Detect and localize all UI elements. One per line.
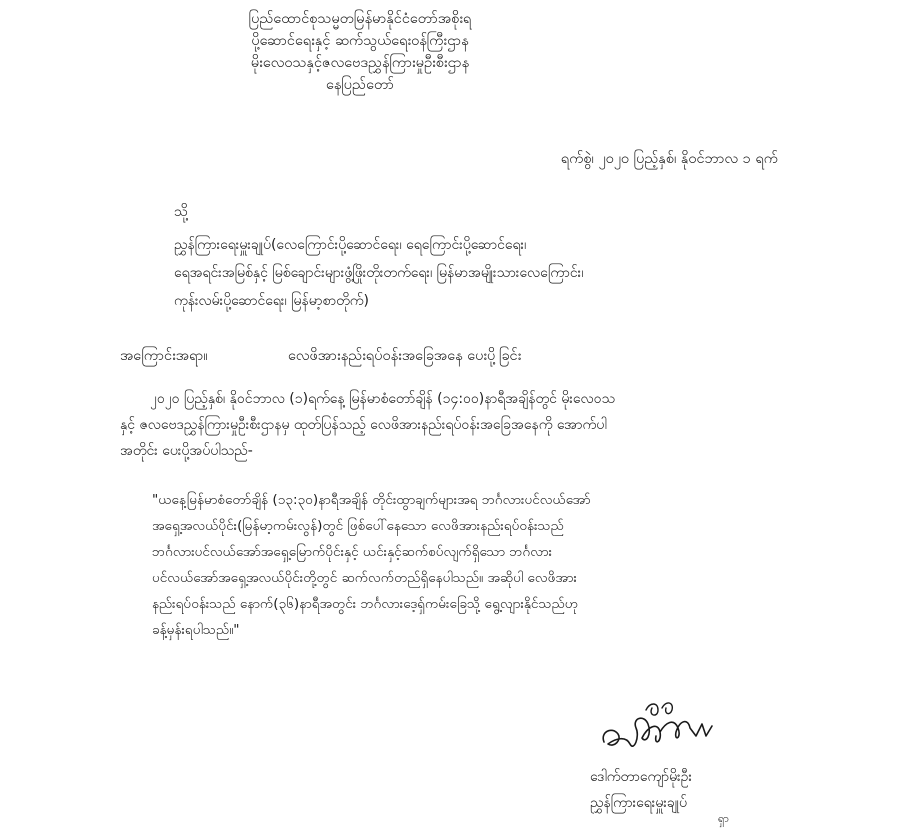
- letterhead-line-ministry: ပို့ဆောင်ရေးနှင့် ဆက်သွယ်ရေးဝန်ကြီးဌာန: [251, 33, 469, 49]
- to-label: သို့: [174, 204, 189, 220]
- signer-title: ညွှန်ကြားရေးမှူးချုပ်: [590, 795, 687, 811]
- quote-line: အရှေ့အလယ်ပိုင်း(မြန်မာ့ကမ်းလွန်)တွင် ဖြစ်ပေါ်နေသော လေဖိအားနည်းရပ်ဝန်းသည်: [152, 518, 564, 534]
- recipient-line: ရေအရင်းအမြစ်နှင့် မြစ်ချောင်းများဖွံ့ဖြိုးတိုးတက်ရေး၊ မြန်မာအမျိုးသားလေကြောင်း၊: [174, 265, 584, 281]
- letterhead: [0, 8, 720, 96]
- subject-label: အကြောင်းအရာ။: [120, 348, 208, 364]
- body-line: အတိုင်း ပေးပို့အပ်ပါသည်-: [120, 443, 253, 459]
- quote-line: နည်းရပ်ဝန်းသည် နောက်(၃၆)နာရီအတွင်း ဘင်္ဂလားဒေ့ရှ်ကမ်းခြေသို့ ရွေ့လျားနိုင်သည်ဟု: [152, 596, 579, 612]
- signer-name: ဒေါက်တာကျော်မိုးဦး: [590, 769, 693, 785]
- handwritten-signature: [596, 696, 716, 758]
- letterhead-line-department: မိုးလေဝသနှင့်ဇလဗေဒညွှန်ကြားမှုဦးစီးဌာန: [250, 55, 470, 71]
- subject-value: လေဖိအားနည်းရပ်ဝန်းအခြေအနေ ပေးပို့ခြင်း: [288, 348, 522, 364]
- quoted-forecast: [152, 487, 788, 643]
- recipient-block: [174, 231, 786, 315]
- quote-line: ပင်လယ်အော်အရှေ့အလယ်ပိုင်းတို့တွင် ဆက်လက်တည်ရှိနေပါသည်။ အဆိုပါ လေဖိအား: [152, 570, 577, 586]
- letterhead-line-city: နေပြည်တော်: [325, 77, 395, 93]
- body-paragraph: [120, 386, 788, 464]
- quote-line: "ယနေ့မြန်မာစံတော်ချိန် (၁၃:၃၀)နာရီအချိန် တိုင်းထွာချက်များအရ ဘင်္ဂလားပင်လယ်အော်: [152, 492, 591, 508]
- letterhead-line-government: ပြည်ထောင်စုသမ္မတမြန်မာနိုင်ငံတော်အစိုးရ: [248, 11, 472, 27]
- body-line: နှင့် ဇလဗေဒညွှန်ကြားမှုဦးစီးဌာနမှ ထုတ်ပြန်သည့် လေဖိအားနည်းရပ်ဝန်းအခြေအနေကို အောက်ပါ: [120, 417, 607, 433]
- body-line: ၂၀၂၀ ပြည့်နှစ်၊ နိုဝင်ဘာလ (၁)ရက်နေ့ မြန်မာစံတော်ချိန် (၁၄:၀၀)နာရီအချိန်တွင် မိုးလေဝသ: [150, 391, 615, 407]
- quote-line: ဘင်္ဂလားပင်လယ်အော်အရှေ့မြောက်ပိုင်းနှင့် ယင်းနှင့်ဆက်စပ်လျက်ရှိသော ဘင်္ဂလား: [152, 544, 553, 560]
- recipient-line: ကုန်းလမ်းပို့ဆောင်ရေး၊ မြန်မာ့စာတိုက်): [174, 293, 369, 309]
- signer-block: [590, 764, 692, 816]
- quote-line: ခန့်မှန်းရပါသည်။": [152, 622, 240, 638]
- subject-row: [120, 347, 521, 368]
- signer-mark: ရှာ: [718, 812, 729, 825]
- recipient-line: ညွှန်ကြားရေးမှူးချုပ်(လေကြောင်းပို့ဆောင်ရေး၊ ရေကြောင်းပို့ဆောင်ရေး၊: [174, 237, 527, 253]
- letter-date: ရက်စွဲ၊ ၂၀၂၀ ပြည့်နှစ်၊ နိုဝင်ဘာလ ၁ ရက်: [560, 151, 778, 167]
